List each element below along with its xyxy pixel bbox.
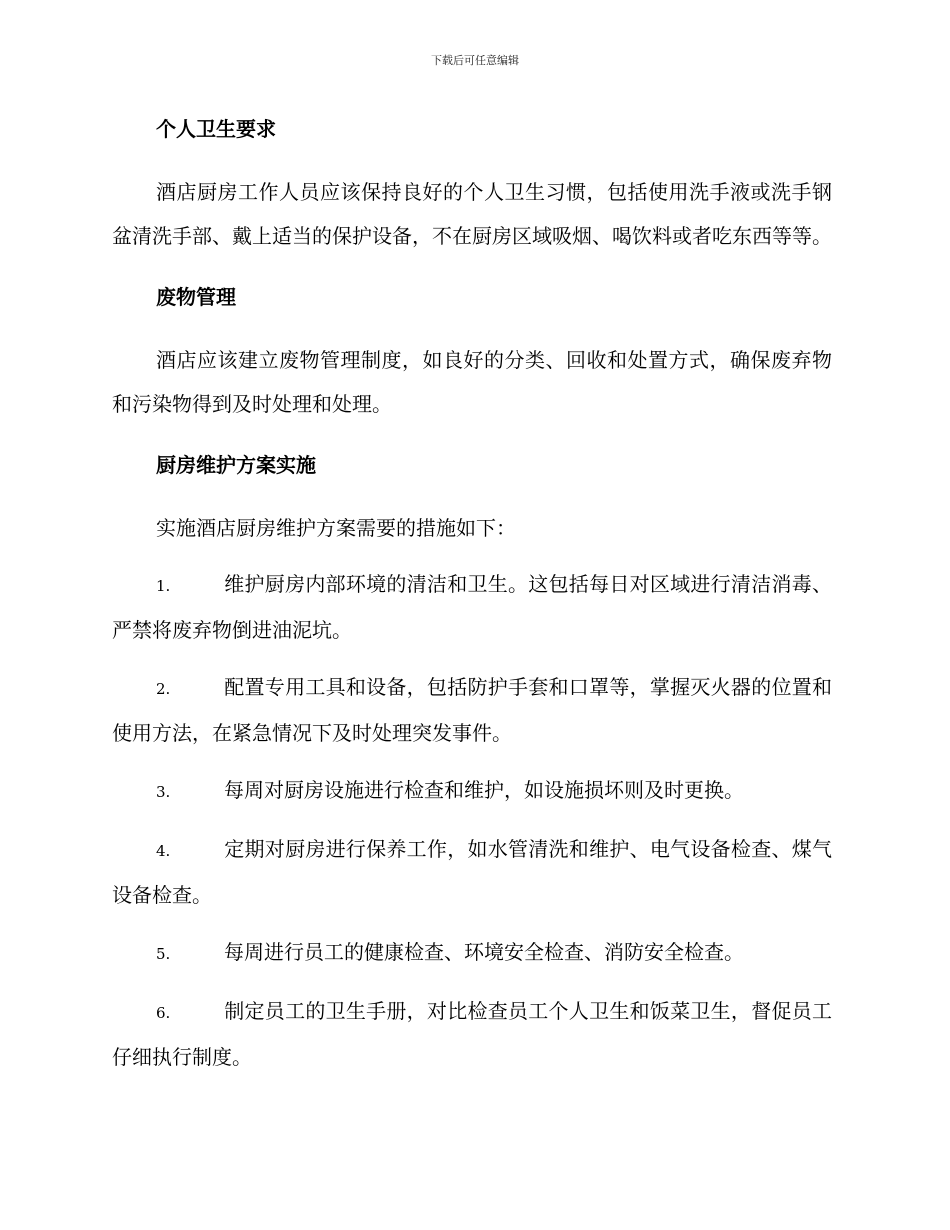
list-number: 1. [156, 577, 171, 595]
list-item-text: 制定员工的卫生手册，对比检查员工个人卫生和饭菜卫生，督促员工仔细执行制度。 [112, 999, 832, 1069]
document-body [112, 112, 832, 1092]
list-number: 4. [156, 842, 171, 860]
list-item [112, 930, 832, 976]
list-number: 6. [156, 1004, 171, 1022]
section-title-waste-management: 废物管理 [156, 285, 236, 309]
header-note: 下载后可任意编辑 [431, 54, 519, 67]
paragraph-personal-hygiene: 酒店厨房工作人员应该保持良好的个人卫生习惯，包括使用洗手液或洗手钢盆清洗手部、戴上适当的保护设备，不在厨房区域吸烟、喝饮料或者吃东西等等。 [112, 180, 832, 248]
paragraph-waste-management: 酒店应该建立废物管理制度，如良好的分类、回收和处置方式，确保废弃物和污染物得到及时处理和处理。 [112, 348, 832, 416]
list-item [112, 768, 832, 814]
measures-list [112, 562, 832, 1079]
section-title-personal-hygiene: 个人卫生要求 [156, 117, 276, 141]
list-item-text: 每周对厨房设施进行检查和维护，如设施损坏则及时更换。 [224, 778, 744, 802]
list-number: 3. [156, 783, 171, 801]
list-item-text: 每周进行员工的健康检查、环境安全检查、消防安全检查。 [224, 940, 744, 964]
list-item-text: 定期对厨房进行保养工作，如水管清洗和维护、电气设备检查、煤气设备检查。 [112, 837, 832, 907]
list-item [112, 665, 832, 755]
paragraph-implementation-intro: 实施酒店厨房维护方案需要的措施如下： [156, 516, 516, 540]
list-item-text: 维护厨房内部环境的清洁和卫生。这包括每日对区域进行清洁消毒、严禁将废弃物倒进油泥坑。 [112, 572, 832, 642]
list-number: 2. [156, 680, 171, 698]
section-title-implementation: 厨房维护方案实施 [156, 453, 316, 477]
list-number: 5. [156, 945, 171, 963]
list-item [112, 827, 832, 917]
list-item-text: 配置专用工具和设备，包括防护手套和口罩等，掌握灭火器的位置和使用方法，在紧急情况下及时处理突发事件。 [112, 675, 832, 745]
list-item [112, 562, 832, 652]
list-item [112, 989, 832, 1079]
